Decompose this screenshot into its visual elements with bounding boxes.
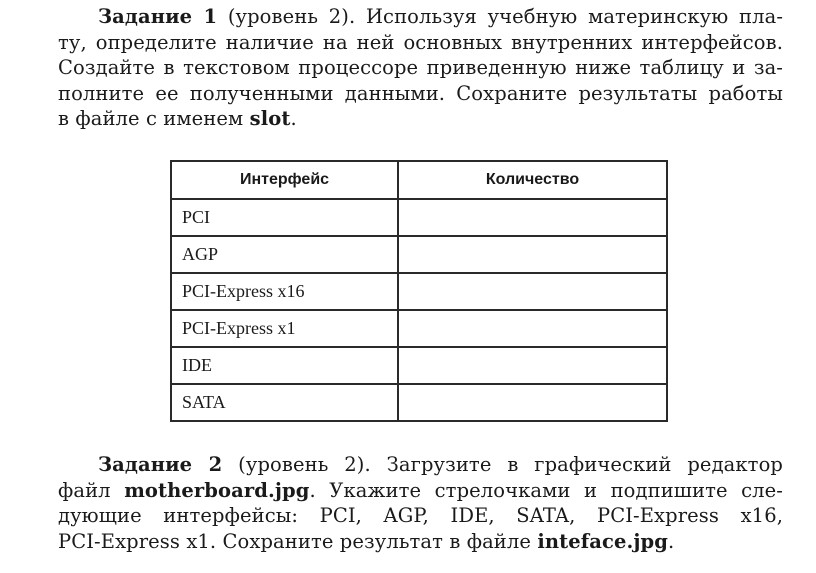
table-row (171, 347, 667, 384)
task-2-line-1 (58, 452, 783, 478)
task-2-text-4: PCI-Express x1. Сохраните результат в файле (58, 529, 532, 553)
task-2-line-3: дующие интерфейсы: PCI, AGP, IDE, SATA, PCI-Express x16, (58, 504, 783, 527)
task-2-text-2: файл (58, 478, 111, 502)
table-row (171, 236, 667, 273)
header-interface: Интерфейс (171, 161, 398, 199)
task-1-text-1: Используя учебную материнскую пла- (365, 5, 784, 28)
row-count-cell (398, 384, 667, 421)
task-1-level: (уровень 2). (227, 5, 356, 28)
row-interface: PCI (171, 199, 398, 236)
task-1-line-3: Создайте в текстовом процессоре приведенную ниже таблицу и за- (58, 56, 783, 79)
task-1-line-2: ту, определите наличие на ней основных внутренних интерфейсов. (58, 30, 783, 54)
task-2-level: (уровень 2). (238, 453, 371, 476)
task-1-paragraph (58, 4, 783, 132)
row-interface: IDE (171, 347, 398, 384)
interfaces-table (170, 160, 668, 422)
table-row (171, 310, 667, 347)
task-2-file-inteface: inteface.jpg (537, 529, 668, 553)
task-1-line-4: полните ее полученными данными. Сохраните результаты работы (58, 81, 783, 105)
row-interface: PCI-Express x16 (171, 273, 398, 310)
task-1-line-5 (58, 106, 783, 132)
task-1-filename: slot (249, 107, 291, 130)
row-interface: AGP (171, 236, 398, 273)
task-2-period: . (667, 529, 675, 553)
task-1-period: . (290, 107, 297, 130)
row-count-cell (398, 310, 667, 347)
table-row (171, 384, 667, 421)
task-1-label: Задание 1 (98, 5, 218, 28)
task-2-text-2b: . Укажите стрелочками и подпишите сле- (309, 478, 783, 502)
row-count-cell (398, 347, 667, 384)
row-interface: SATA (171, 384, 398, 421)
table-row (171, 199, 667, 236)
row-count-cell (398, 236, 667, 273)
task-2-paragraph (58, 452, 783, 554)
row-interface: PCI-Express x1 (171, 310, 398, 347)
task-2-label: Задание 2 (98, 453, 223, 476)
row-count-cell (398, 273, 667, 310)
task-2-line-4 (58, 529, 783, 555)
task-2-line-2 (58, 478, 783, 504)
table-header-row (171, 161, 667, 199)
task-1-text-5: в файле с именем (58, 107, 244, 130)
task-2-file-motherboard: motherboard.jpg (124, 478, 310, 502)
header-count: Количество (398, 161, 667, 199)
row-count-cell (398, 199, 667, 236)
task-2-text-1: Загрузите в графический редактор (386, 453, 783, 476)
task-1-line-1 (58, 4, 783, 30)
table-row (171, 273, 667, 310)
